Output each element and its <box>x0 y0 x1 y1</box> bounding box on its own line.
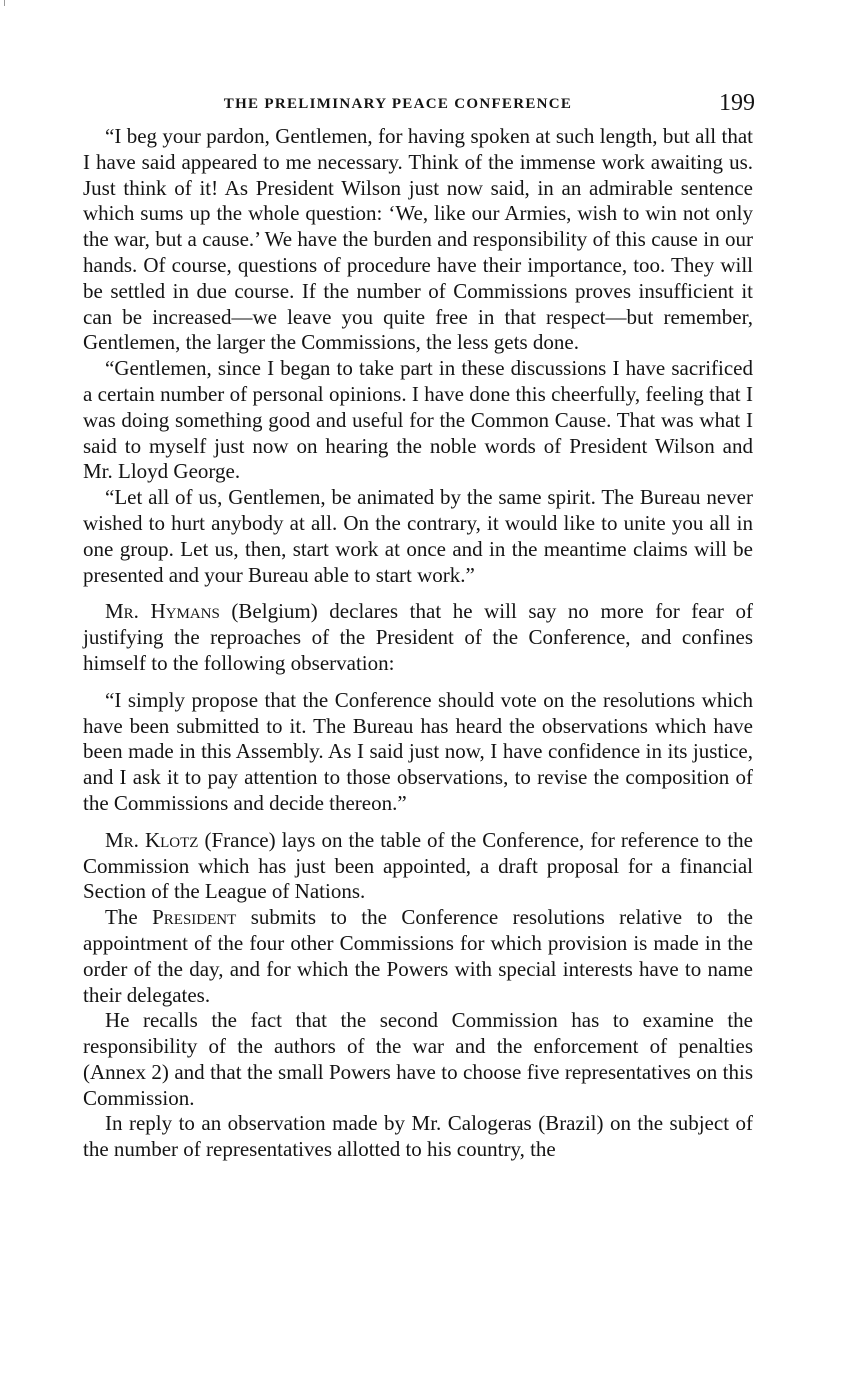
paragraph-9: In reply to an observation made by Mr. Calogeras (Brazil) on the subject of the number of representatives allotted to his country, the <box>83 1111 753 1162</box>
body-text <box>83 124 753 1163</box>
paragraph-prefix: The <box>105 905 153 930</box>
page-number: 199 <box>719 90 755 116</box>
paragraph-6 <box>83 828 753 905</box>
paragraph-8: He recalls the fact that the second Commission has to examine the responsibility of the authors of the war and the enforcement of penalties (Annex 2) and that the small Powers have to choose five representatives on this Commission. <box>83 1008 753 1110</box>
paragraph-text: (France) lays on the table of the Conference, for reference to the Commission which has just been appointed, a draft proposal for a financial Section of the League of Nations. <box>83 827 753 904</box>
paragraph-3: “Let all of us, Gentlemen, be animated by the same spirit. The Bureau never wished to hurt anybody at all. On the contrary, it would like to unite you all in one group. Let us, then, start work at once and in the meantime claims will be presented and your Bureau able to start work.” <box>83 485 753 587</box>
paragraph-text: submits to the Conference resolutions relative to the appointment of the four other Commissions for which provision is made in the order of the day, and for which the Powers with special interests have to name their delegates. <box>83 905 753 1007</box>
document-page <box>83 88 753 1163</box>
paragraph-7 <box>83 905 753 1008</box>
speaker-name: Mr. Klotz <box>105 827 199 852</box>
paragraph-2: “Gentlemen, since I began to take part in these discussions I have sacrificed a certain number of personal opinions. I have done this cheerfully, feeling that I was doing something good and useful for the Common Cause. That was what I said to myself just now on hearing the noble words of President Wilson and Mr. Lloyd George. <box>83 356 753 484</box>
speaker-name: President <box>152 905 237 930</box>
paragraph-text: (Belgium) declares that he will say no more for fear of justifying the reproaches of the President of the Conference, and confines himself to the following observation: <box>83 599 753 675</box>
paragraph-1: “I beg your pardon, Gentlemen, for having spoken at such length, but all that I have said appeared to me necessary. Think of the immense work awaiting us. Just think of it! As President Wilson just now said, in an admirable sentence which sums up the whole question: ‘We, like our Armies, wish to win not only the war, but a cause.’ We have the burden and responsibility of this cause in our hands. Of course, questions of procedure have their importance, too. They will be settled in due course. If the number of Commissions proves insufficient it can be increased—we leave you quite free in that respect—but remember, Gentlemen, the larger the Commissions, the less gets done. <box>83 124 753 355</box>
running-head <box>83 88 753 124</box>
margin-mark <box>4 0 5 6</box>
speaker-name: Mr. Hymans <box>105 599 220 624</box>
running-title: THE PRELIMINARY PEACE CONFERENCE <box>223 96 573 112</box>
paragraph-4 <box>83 599 753 676</box>
paragraph-5: “I simply propose that the Conference should vote on the resolutions which have been submitted to it. The Bureau has heard the observations which have been made in this Assembly. As I said just now, I have confidence in its justice, and I ask it to pay attention to those observations, to revise the composition of the Commissions and decide thereon.” <box>83 687 753 815</box>
